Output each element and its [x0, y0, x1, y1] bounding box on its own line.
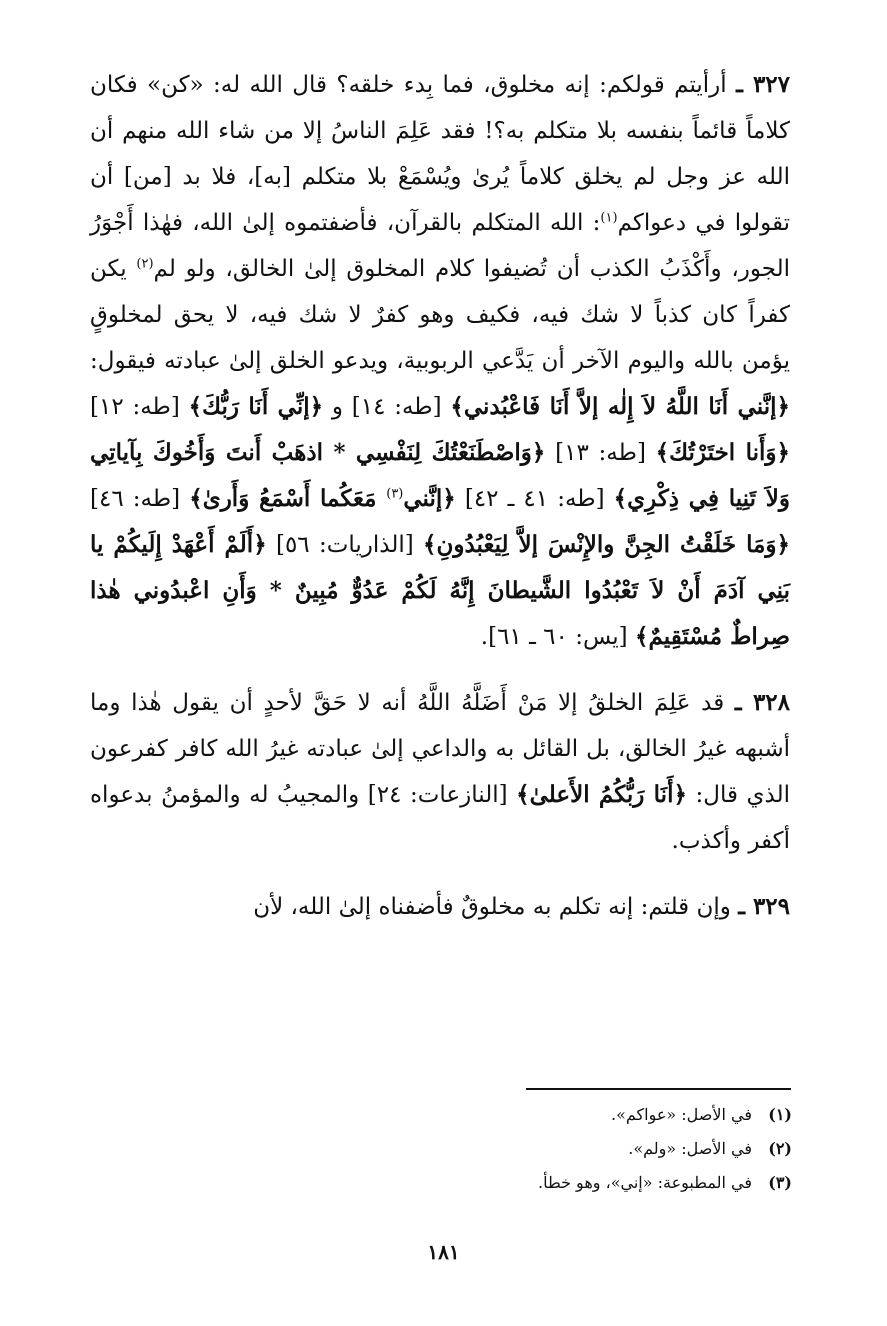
paragraph-number: ٣٢٩ ـ [738, 893, 790, 920]
footnote-divider [526, 1088, 791, 1090]
footnote-1 [380, 1098, 792, 1132]
verse-reference: [طه: ٤١ ـ ٤٢] [455, 486, 614, 512]
verse-reference: [طه: ١٣] [545, 440, 656, 466]
text-span: يكن كفراً كان كذباً لا شك فيه، فكيف وهو كفرٌ لا شك فيه، لا يحق لمخلوقٍ يؤمن بالله واليوم الآخر أن يَدَّعي الربوبية، ويدعو الخلق إلىٰ عبادته فيقول: [90, 256, 790, 374]
paragraph-number: ٣٢٨ ـ [734, 689, 790, 716]
quran-verse: ﴿إنَّني أَنَا اللَّهُ لاَ إِلٰه إلاَّ أَنَا فَاعْبُدني﴾ [450, 393, 791, 420]
verse-reference: [طه: ١٤] و [323, 394, 451, 420]
verse-reference: [الذاريات: ٥٦] [266, 532, 423, 558]
footnotes [380, 1098, 792, 1200]
footnote-number: (٣) [768, 1173, 792, 1192]
footnote-3 [380, 1166, 792, 1200]
paragraph-327 [90, 62, 790, 660]
verse-reference: [يس: ٦٠ ـ ٦١]. [480, 624, 635, 650]
page-number: ١٨١ [427, 1240, 460, 1264]
text-span: : الله المتكلم بالقرآن، فأضفتموه إلىٰ الله، فهٰذا أَجْوَرُ الجور، وأَكْذَبُ الكذب أن تُضيفوا كلام المخلوق إلىٰ الخالق، ولو لم [90, 210, 790, 282]
footnote-number: (١) [768, 1105, 792, 1124]
footnote-text: في الأصل: «عواكم». [610, 1105, 752, 1124]
footnote-number: (٢) [768, 1139, 792, 1158]
footnote-ref-2: (٢) [136, 256, 154, 272]
text-span: وإن قلتم: إنه تكلم به مخلوقٌ فأضفناه إلىٰ الله، لأن [253, 894, 739, 920]
footnote-ref-1: (١) [600, 210, 618, 226]
paragraph-328 [90, 680, 790, 864]
footnote-ref-3: (٣) [386, 486, 404, 502]
paragraph-number: ٣٢٧ ـ [736, 71, 791, 98]
text-span: [النازعات: ٢٤] والمجيبُ له والمؤمنُ بدعواه أكفر وأكذب. [90, 782, 790, 854]
verse-reference: [طه: ١٢] [90, 394, 189, 420]
footnote-text: في الأصل: «ولم». [628, 1139, 752, 1158]
text-span: أرأيتم قولكم: إنه مخلوق، فما بِدء خلقه؟ قال الله له: «كن» فكان كلاماً قائماً بنفسه بلا متكلم به؟! فقد عَلِمَ الناسُ إلا من شاء الله منهم أن الله عز وجل لم يخلق كلاماً يُرىٰ ويُسْمَعْ بلا متكلم [به]، فلا بد [من] أن تقولوا في دعواكم [90, 72, 790, 236]
quran-verse: ﴿أَلَمْ أَعْهَدْ إِلَيكُمْ يا بَنِي آدَمَ أَنْ لاَ تَعْبُدُوا الشَّيطانَ إِنَّهُ لَكُمْ عَدُوٌّ مُبِينٌ * وَأَنِ اعْبدُوني هٰذا صِراطٌ مُسْتَقِيمٌ﴾ [90, 531, 790, 650]
quran-verse: ﴿أَنَا رَبُّكُمُ الأَعلىٰ﴾ [516, 781, 687, 808]
quran-verse: ﴿إنَّني [403, 485, 456, 512]
footnote-text: في المطبوعة: «إني»، وهو خطأ. [537, 1173, 752, 1192]
quran-verse: ﴿وَأَنا اختَرْتُكَ﴾ [655, 439, 790, 466]
paragraph-329 [90, 884, 790, 930]
verse-reference: [طه: ٤٦] [90, 486, 190, 512]
quran-verse: مَعَكُما أَسْمَعُ وَأَرىٰ﴾ [189, 485, 387, 512]
main-text [90, 62, 790, 950]
text-span: قد عَلِمَ الخلقُ إلا مَنْ أَضَلَّهُ اللَّهُ أنه لا حَقَّ لأحدٍ أن يقول هٰذا وما أشبهه غيرُ الخالق، بل القائل به والداعي إلىٰ عبادته غيرُ الله كافر كفرعون الذي قال: [90, 690, 790, 808]
quran-verse: ﴿إنِّي أَنَا رَبُّكَ﴾ [188, 393, 324, 420]
footnote-2 [380, 1132, 792, 1166]
quran-verse: ﴿وَاصْطَنَعْتُكَ لِنَفْسِي * اذهَبْ أَنتَ وَأَخُوكَ بِآياتِي وَلاَ تَنِيا فِي ذِكْرِي﴾ [90, 439, 791, 512]
quran-verse: ﴿وَمَا خَلَقْتُ الجِنَّ والإِنْسَ إلاَّ لِيَعْبُدُونِ﴾ [422, 531, 790, 558]
